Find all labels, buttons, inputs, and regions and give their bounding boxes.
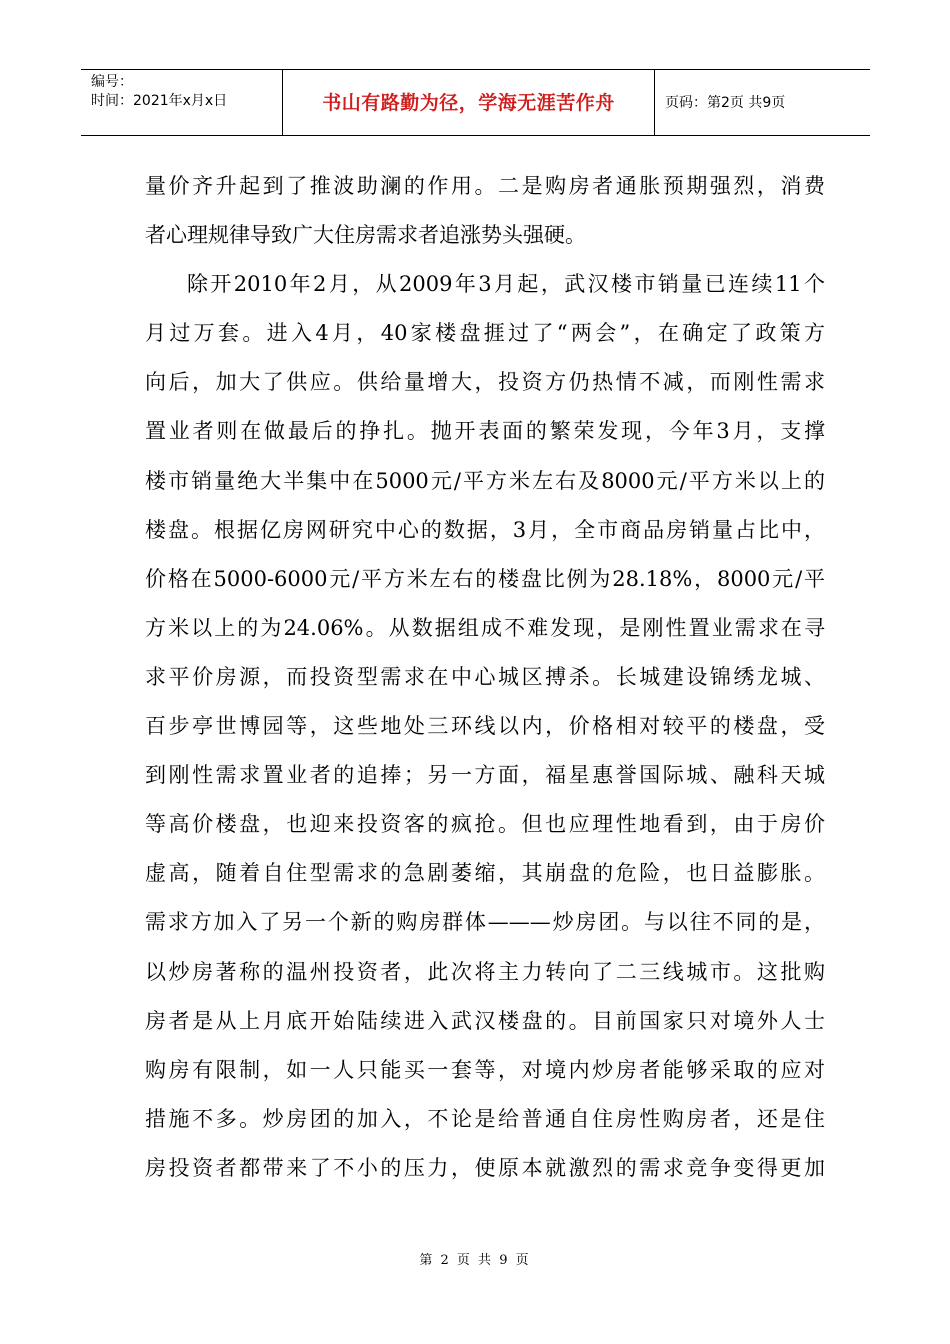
paragraph-2-line: 到刚性需求置业者的追捧；另一方面，福星惠誉国际城、融科天城 (145, 763, 825, 788)
paragraph-2-line: 向后，加大了供应。供给量增大，投资方仍热情不减，而刚性需求 (145, 370, 825, 395)
paragraph-2-line: 除开2010年2月，从2009年3月起，武汉楼市销量已连续11个 (187, 272, 825, 297)
paragraph-2-line: 楼盘。根据亿房网研究中心的数据，3月，全市商品房销量占比中， (145, 517, 825, 542)
paragraph-3-line: 购房有限制，如一人只能买一套等，对境内炒房者能够采取的应对 (145, 1057, 825, 1082)
header-meta (81, 70, 282, 135)
paragraph-1-line: 量价齐升起到了推波助澜的作用。二是购房者通胀预期强烈，消费 (145, 174, 825, 198)
paragraph-3-line: 措施不多。炒房团的加入，不论是给普通自住房性购房者，还是住 (145, 1106, 825, 1131)
header-motto: 书山有路勤为径，学海无涯苦作舟 (282, 70, 655, 135)
paragraph-2-line: 方米以上的为24.06%。从数据组成不难发现，是刚性置业需求在寻 (145, 615, 825, 640)
page-footer: 第 2 页 共 9 页 (419, 1253, 531, 1268)
paragraph-3-line: 房者是从上月底开始陆续进入武汉楼盘的。目前国家只对境外人士 (145, 1008, 825, 1033)
paragraph-2-line: 楼市销量绝大半集中在5000元/平方米左右及8000元/平方米以上的 (145, 468, 825, 493)
paragraph-3-line: 以炒房著称的温州投资者，此次将主力转向了二三线城市。这批购 (145, 959, 825, 984)
paragraph-2-line: 等高价楼盘，也迎来投资客的疯抢。但也应理性地看到，由于房价 (145, 812, 825, 837)
document-header (81, 69, 870, 136)
header-code-label: 编号： (91, 74, 133, 90)
paragraph-2-line: 百步亭世博园等，这些地处三环线以内，价格相对较平的楼盘，受 (145, 714, 825, 739)
paragraph-3-line: 需求方加入了另一个新的购房群体———炒房团。与以往不同的是， (145, 910, 825, 935)
paragraph-1-line: 者心理规律导致广大住房需求者追涨势头强硬。 (145, 223, 586, 248)
paragraph-1 (145, 162, 825, 260)
paragraph-3 (145, 898, 825, 1193)
paragraph-2 (145, 260, 825, 898)
document-body (145, 162, 825, 1193)
header-time-label: 时间：2021年x月x日 (91, 93, 228, 109)
paragraph-2-line: 月过万套。进入4月，40家楼盘捱过了“两会”，在确定了政策方 (145, 321, 825, 346)
paragraph-2-line: 价格在5000-6000元/平方米左右的楼盘比例为28.18%，8000元/平 (145, 566, 825, 591)
paragraph-3-line: 房投资者都带来了不小的压力，使原本就激烈的需求竞争变得更加 (145, 1155, 825, 1180)
header-page-code: 页码：第2页 共9页 (665, 95, 786, 111)
paragraph-2-line: 虚高，随着自住型需求的急剧萎缩，其崩盘的危险，也日益膨胀。 (145, 861, 825, 886)
paragraph-2-line: 求平价房源，而投资型需求在中心城区搏杀。长城建设锦绣龙城、 (145, 664, 825, 689)
paragraph-2-line: 置业者则在做最后的挣扎。抛开表面的繁荣发现，今年3月，支撑 (145, 419, 825, 444)
